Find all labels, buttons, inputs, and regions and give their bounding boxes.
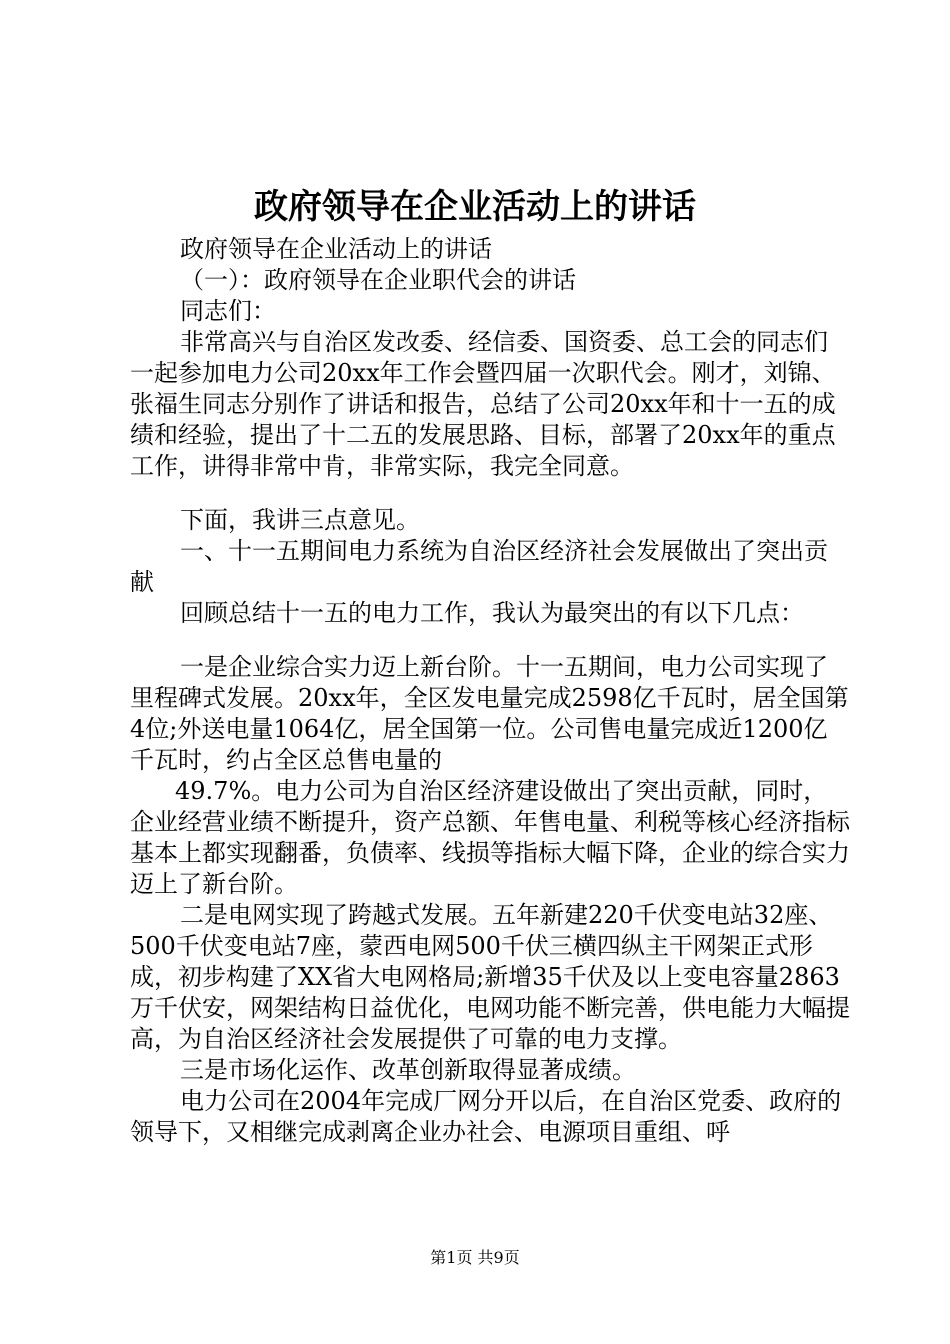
paragraph-review: 回顾总结十一五的电力工作，我认为最突出的有以下几点：: [180, 599, 804, 627]
document-title: 政府领导在企业活动上的讲话: [254, 187, 696, 227]
paragraph-company-history: 电力公司在2004年完成厂网分开以后，在自治区党委、政府的领导下，又相继完成剥离企业办社会、电源项目重组、呼: [130, 1087, 842, 1146]
paragraph-opening: 非常高兴与自治区发改委、经信委、国资委、总工会的同志们一起参加电力公司20xx年工作会暨四届一次职代会。刚才，刘锦、张福生同志分别作了讲话和报告，总结了公司20xx年和十一五的成绩和经验，提出了十二五的发展思路、目标，部署了20xx年的重点工作，讲得非常中肯，非常实际，我完全同意。: [130, 328, 836, 480]
page-footer: 第1页 共9页: [430, 1248, 520, 1267]
document-body: [130, 234, 850, 1148]
paragraph-point-one-heading: 一、十一五期间电力系统为自治区经济社会发展做出了突出贡献: [130, 537, 828, 596]
paragraph-subtitle: 政府领导在企业活动上的讲话: [180, 235, 492, 263]
paragraph-grid-development: 二是电网实现了跨越式发展。五年新建220千伏变电站32座、500千伏变电站7座，蒙西电网500千伏三横四纵主干网架正式形成，初步构建了XX省大电网格局;新增35千伏及以上变电容量2863万千伏安，网架结构日益优化，电网功能不断完善，供电能力大幅提高，为自治区经济社会发展提供了可靠的电力支撑。: [130, 901, 850, 1053]
paragraph-section-heading: （一）：政府领导在企业职代会的讲话: [180, 266, 576, 294]
paragraph-market-reform: 三是市场化运作、改革创新取得显著成绩。: [180, 1056, 636, 1084]
paragraph-strength: 一是企业综合实力迈上新台阶。十一五期间，电力公司实现了里程碑式发展。20xx年，全区发电量完成2598亿千瓦时，居全国第4位;外送电量1064亿，居全国第一位。公司售电量完成近1200亿千瓦时，约占全区总售电量的: [130, 653, 849, 774]
paragraph-strength-continued: 49.7%。电力公司为自治区经济建设做出了突出贡献，同时，企业经营业绩不断提升，资产总额、年售电量、利税等核心经济指标基本上都实现翻番，负债率、线损等指标大幅下降，企业的综合实力迈上了新台阶。: [130, 777, 850, 898]
paragraph-salutation: 同志们：: [180, 297, 276, 325]
paragraph-three-points: 下面，我讲三点意见。: [180, 506, 420, 534]
